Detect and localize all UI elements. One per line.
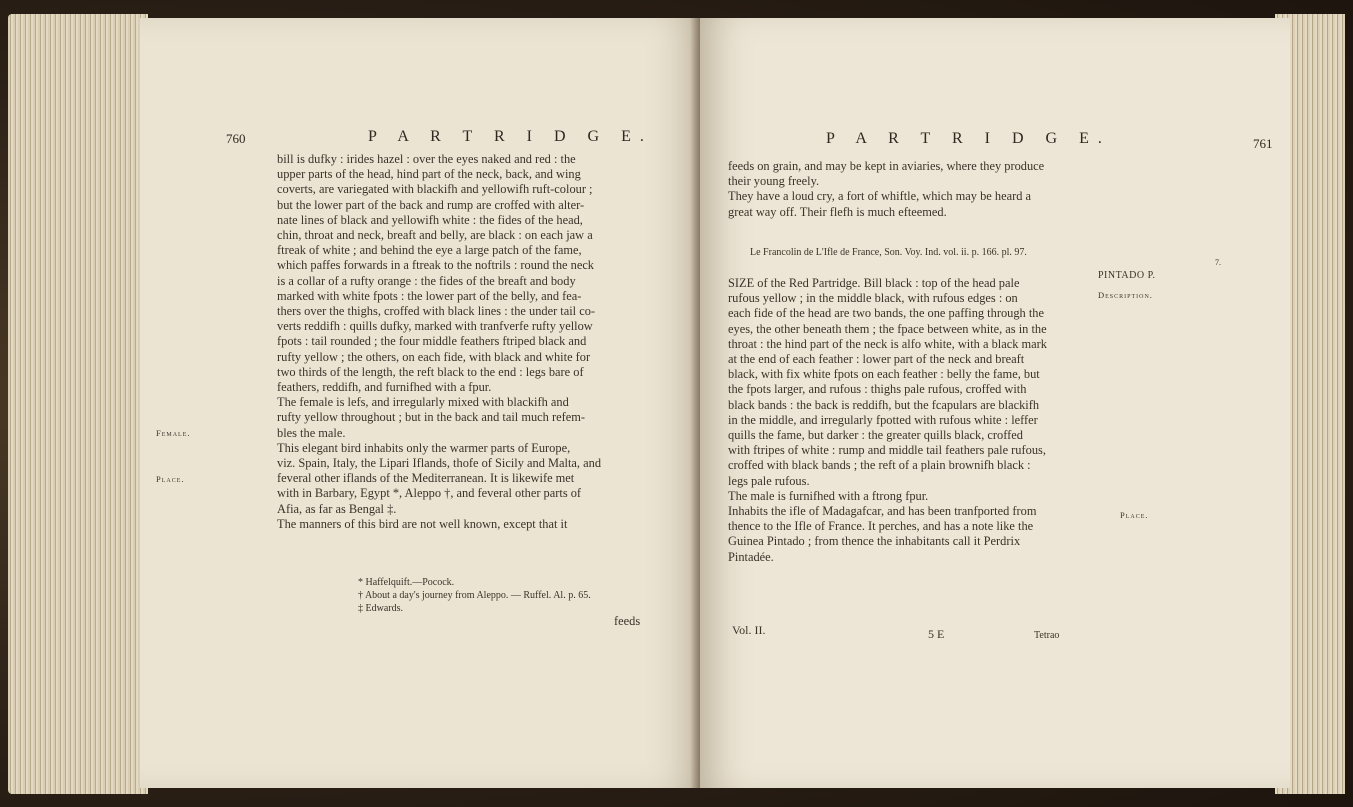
right-desc-line: black bands : the back is reddifh, but the fcapulars are blackifh (728, 397, 1040, 412)
left-body-line: The female is lefs, and irregularly mixed with blackifh and (277, 395, 569, 410)
margin-note-female: Female. (156, 428, 191, 438)
right-desc-line: black, with fix white fpots on each feather : belly the fame, but (728, 367, 1040, 382)
right-desc-line: Inhabits the ifle of Madagafcar, and has been tranfported from (728, 504, 1037, 519)
footnote-2: † About a day's journey from Aleppo. — Ruffel. Al. p. 65. (358, 590, 591, 601)
left-body-line: feathers, reddifh, and furnifhed with a fpur. (277, 380, 492, 395)
right-intro-line: feeds on grain, and may be kept in aviaries, where they produce (728, 159, 1045, 173)
right-desc-line: legs pale rufous. (728, 473, 810, 488)
right-desc-line: croffed with black bands ; the reft of a plain brownifh black : (728, 458, 1031, 473)
left-catchword: feeds (614, 614, 641, 628)
left-body-line: nate lines of black and yellowifh white : the fides of the head, (277, 212, 583, 227)
footnote-3: ‡ Edwards. (358, 603, 403, 614)
left-body-line: rufty yellow throughout ; but in the back and tail much refem- (277, 410, 585, 425)
right-running-head: P A R T R I D G E. (826, 130, 1111, 147)
signature-mark: 5 E (928, 627, 945, 641)
right-desc-line: in the middle, and irregularly fpotted with rufous white : leffer (728, 412, 1038, 427)
left-body-line: ftreak of white ; and behind the eye a large patch of the fame, (277, 243, 582, 258)
left-body-line: verts reddifh : quills dufky, marked with tranfverfe rufty yellow (277, 319, 593, 334)
species-name: PINTADO P. (1098, 270, 1156, 281)
left-page-number: 760 (226, 131, 246, 146)
right-intro-line: great way off. Their flefh is much efteemed. (728, 204, 947, 219)
left-body-line: bles the male. (277, 425, 346, 440)
species-citation: Le Francolin de L'Ifle de France, Son. Voy. Ind. vol. ii. p. 166. pl. 97. (750, 247, 1027, 258)
left-running-head: P A R T R I D G E. (368, 128, 653, 145)
left-body-line: with in Barbary, Egypt *, Aleppo †, and feveral other parts of (277, 486, 582, 501)
left-body-line: is a collar of a rufty orange : the fides of the breaft and body (277, 273, 576, 288)
left-body-line: bill is dufky : irides hazel : over the eyes naked and red : the (277, 152, 576, 166)
right-desc-line: the fpots larger, and rufous : thighs pale rufous, croffed with (728, 382, 1027, 397)
page-edges-left (8, 14, 148, 794)
right-intro-line: their young freely. (728, 174, 820, 189)
right-intro-line: They have a loud cry, a fort of whiftle, which may be heard a (728, 189, 1031, 204)
left-footnotes (358, 576, 591, 615)
right-desc-line: The male is furnifhed with a ftrong fpur. (728, 488, 929, 503)
left-body-line: chin, throat and neck, breaft and belly, are black : on each jaw a (277, 228, 593, 243)
volume-label: Vol. II. (732, 623, 766, 637)
left-body-line: viz. Spain, Italy, the Lipari Iflands, thofe of Sicily and Malta, and (277, 456, 602, 471)
left-body-line: upper parts of the head, hind part of the neck, back, and wing (277, 167, 581, 182)
margin-note-description: Description. (1098, 290, 1153, 300)
right-desc-line: at the end of each feather : lower part of the neck and breaft (728, 352, 1025, 367)
left-body-line: feveral other iflands of the Mediterranean. It is likewife met (277, 471, 575, 486)
species-description (728, 276, 1047, 565)
right-desc-line: Pintadée. (728, 549, 774, 564)
margin-note-place-right: Place. (1120, 510, 1149, 520)
right-desc-line: eyes, the other beneath them ; the fpace between white, as in the (728, 321, 1047, 336)
left-body-line: two thirds of the length, the reft black to the end : legs bare of (277, 364, 584, 379)
right-intro-text (728, 159, 1044, 220)
left-page (140, 18, 700, 788)
left-body-text (277, 152, 601, 532)
right-desc-line: throat : the hind part of the neck is alfo white, with a black mark (728, 336, 1047, 351)
right-catchword: Tetrao (1034, 630, 1060, 641)
right-desc-line: Guinea Pintado ; from thence the inhabitants call it Perdrix (728, 534, 1021, 549)
left-body-line: which paffes forwards in a ftreak to the noftrils : round the neck (277, 258, 595, 273)
left-body-line: Afia, as far as Bengal ‡. (277, 501, 397, 516)
right-desc-line: with ftripes of white : rump and middle tail feathers pale rufous, (728, 443, 1046, 458)
margin-note-place: Place. (156, 474, 185, 484)
right-desc-line: each fide of the head are two bands, the one paffing through the (728, 306, 1044, 321)
left-body-line: thers over the thighs, croffed with black lines : the under tail co- (277, 304, 596, 319)
left-body-line: This elegant bird inhabits only the warmer parts of Europe, (277, 440, 571, 455)
left-body-line: marked with white fpots : the lower part of the belly, and fea- (277, 288, 582, 303)
left-body-line: fpots : tail rounded ; the four middle feathers ftriped black and (277, 334, 587, 349)
right-desc-line: quills the fame, but darker : the greater quills black, croffed (728, 428, 1023, 443)
right-page (700, 18, 1290, 788)
species-number: 7. (1215, 258, 1221, 267)
left-body-line: coverts, are variegated with blackifh and yellowifh ruft-colour ; (277, 182, 593, 197)
right-page-number: 761 (1253, 136, 1273, 151)
left-body-line: but the lower part of the back and rump are croffed with alter- (277, 197, 585, 212)
footnote-1: * Haffelquift.—Pocock. (358, 577, 455, 588)
left-body-line: The manners of this bird are not well known, except that it (277, 516, 568, 531)
right-desc-line: thence to the Ifle of France. It perches, and has a note like the (728, 519, 1034, 534)
right-desc-line: SIZE of the Red Partridge. Bill black : top of the head pale (728, 276, 1020, 290)
right-desc-line: rufous yellow ; in the middle black, with rufous edges : on (728, 291, 1018, 306)
left-body-line: rufty yellow ; the others, on each fide, with black and white for (277, 349, 591, 364)
